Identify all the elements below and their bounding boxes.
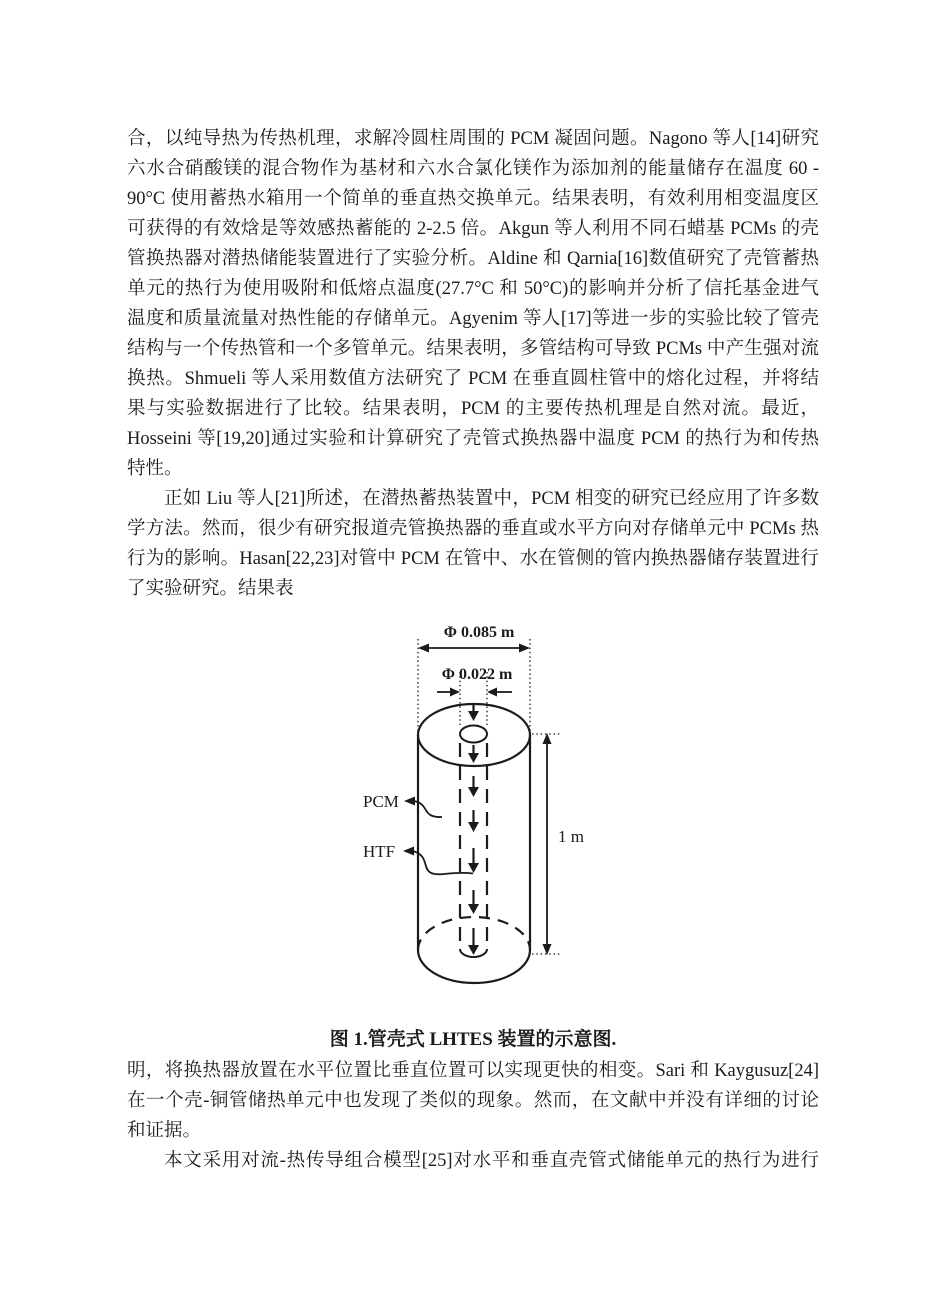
text-line: 在一个壳-铜管储热单元中也发现了类似的现象。然而，在文献中并没有详细的讨论 — [127, 1091, 819, 1111]
pcm-label — [363, 792, 442, 817]
height-label: 1 m — [558, 827, 584, 846]
text-line: 可获得的有效焓是等效感热蓄能的 2-2.5 倍。Akgun 等人利用不同石蜡基 PCMs 的壳 — [127, 219, 819, 239]
text-line: 本文采用对流-热传导组合模型[25]对水平和垂直壳管式储能单元的热行为进行 — [164, 1151, 819, 1171]
text-line: 温度和质量流量对热性能的存储单元。Agyenim 等人[17]等进一步的实验比较了管壳 — [127, 309, 819, 329]
dimension-height — [532, 733, 584, 955]
intro-paragraphs — [127, 124, 819, 604]
text-line: 果与实验数据进行了比较。结果表明，PCM 的主要传热机理是自然对流。最近， — [127, 399, 819, 419]
text-line: 单元的热行为使用吸附和低熔点温度(27.7°C 和 50°C)的影响并分析了信托基金进气 — [127, 279, 819, 299]
figure-caption: 图 1.管壳式 LHTES 装置的示意图. — [329, 1029, 617, 1050]
shell-and-tube-diagram — [330, 610, 650, 1030]
outer-diameter-label: Φ 0.085 m — [443, 624, 515, 641]
arrowhead-down-icon — [543, 944, 552, 955]
arrowhead-left-icon — [404, 797, 415, 806]
arrowhead-left-icon — [418, 644, 429, 653]
text-line: 换热。Shmueli 等人采用数值方法研究了 PCM 在垂直圆柱管中的熔化过程，并将结 — [127, 369, 819, 389]
down-arrow-icon — [468, 863, 479, 873]
text-line: 管换热器对潜热储能装置进行了实验分析。Aldine 和 Qarnia[16]数值研究了壳管蓄热 — [127, 249, 819, 269]
down-arrow-icon — [468, 945, 479, 955]
text-line: 特性。 — [127, 459, 183, 479]
down-arrow-icon — [468, 753, 479, 763]
closing-paragraphs — [127, 1056, 819, 1176]
text-line: 学方法。然而，很少有研究报道壳管换热器的垂直或水平方向对存储单元中 PCMs 热 — [127, 519, 819, 539]
arrowhead-right-icon — [450, 688, 460, 697]
text-line: Hosseini 等[19,20]通过实验和计算研究了壳管式换热器中温度 PCM 的热行为和传热 — [127, 429, 819, 449]
pcm-text: PCM — [363, 792, 399, 811]
text-line: 明，将换热器放置在水平位置比垂直位置可以实现更快的相变。Sari 和 Kaygusuz[24] — [127, 1061, 819, 1081]
figure-1-schematic — [330, 610, 650, 1030]
arrowhead-left-icon — [487, 688, 497, 697]
text-line: 正如 Liu 等人[21]所述，在潜热蓄热装置中，PCM 相变的研究已经应用了许多数 — [164, 489, 819, 509]
text-line: 合，以纯导热为传热机理，求解冷圆柱周围的 PCM 凝固问题。Nagono 等人[14]研究 — [127, 129, 819, 149]
down-arrow-icon — [468, 787, 479, 797]
htf-text: HTF — [363, 842, 396, 861]
text-line: 90°C 使用蓄热水箱用一个简单的垂直热交换单元。结果表明，有效利用相变温度区 — [127, 189, 819, 209]
leader-curve — [413, 851, 473, 874]
arrowhead-right-icon — [519, 644, 530, 653]
down-arrow-icon — [468, 822, 479, 832]
down-arrow-icon — [468, 904, 479, 914]
text-line: 了实验研究。结果表 — [127, 579, 294, 599]
text-line: 和证据。 — [127, 1121, 202, 1141]
down-arrow-icon — [468, 711, 479, 721]
text-line: 结构与一个传热管和一个多管单元。结果表明，多管结构可导致 PCMs 中产生强对流 — [127, 339, 819, 359]
text-line: 六水合硝酸镁的混合物作为基材和六水合氯化镁作为添加剂的能量储存在温度 60 - — [127, 159, 819, 179]
arrowhead-up-icon — [543, 733, 552, 744]
arrowhead-left-icon — [403, 847, 414, 856]
text-line: 行为的影响。Hasan[22,23]对管中 PCM 在管中、水在管侧的管内换热器储存装置进行 — [127, 549, 819, 569]
inner-diameter-label: Φ 0.022 m — [441, 666, 513, 683]
